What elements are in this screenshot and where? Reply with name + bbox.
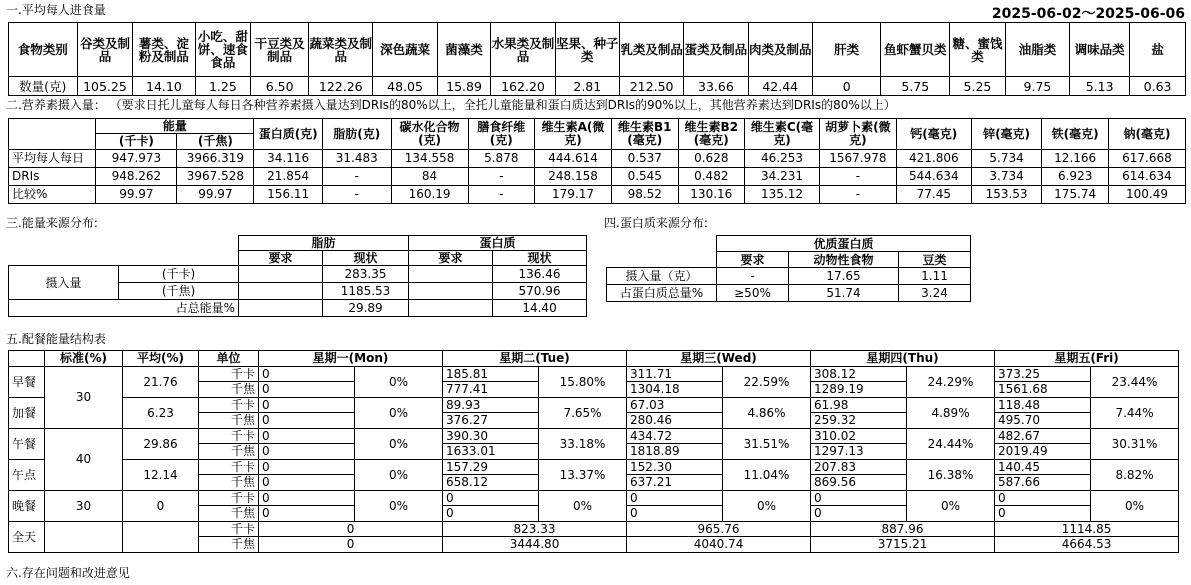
meal-pct-value: 4.86% (723, 398, 811, 429)
nutrient-value: 135.12 (745, 186, 820, 204)
nutrient-value: 34.116 (254, 150, 323, 168)
meal-kcal-value: 0 (627, 491, 723, 506)
protein-source-table (606, 235, 971, 302)
meal-kj-value: 0 (627, 506, 723, 522)
nutrient-col-10: 锌(毫克) (971, 119, 1042, 150)
nutrient-table (8, 118, 1186, 204)
meal-kj-value: 1289.19 (811, 382, 907, 398)
meal-std: 30 (45, 367, 123, 429)
meal-kj-value: 637.21 (627, 475, 723, 491)
day-header-3: 星期四(Thu) (811, 351, 995, 367)
unit-header: 单位 (199, 351, 259, 367)
bean-header: 豆类 (899, 252, 971, 268)
meal-kj-value: 0 (443, 506, 539, 522)
nutrient-value: 544.634 (896, 168, 971, 186)
fat-kj-value: 1185.53 (323, 283, 409, 300)
meal-avg: 6.23 (123, 398, 199, 429)
meal-kj-value: 0 (259, 382, 355, 398)
meal-kcal-value: 0 (443, 491, 539, 506)
nutrient-value: 46.253 (745, 150, 820, 168)
food-value-7: 162.20 (491, 77, 555, 96)
meal-kj-value: 0 (995, 506, 1091, 522)
protein-kj-req (409, 283, 493, 300)
avg-header: 平均(%) (123, 351, 199, 367)
meal-pct-value: 13.37% (539, 460, 627, 491)
nutrient-col-6: 维生素B2(毫克) (678, 119, 745, 150)
nutrient-col-2: 碳水化合物(克) (391, 119, 468, 150)
food-category-4: 蔬菜类及制品 (309, 23, 373, 77)
unit-kcal: 千卡 (199, 522, 259, 537)
meal-pct-value: 0% (355, 429, 443, 460)
total-kcal-value: 1114.85 (995, 522, 1179, 537)
quantity-label: 数量(克) (9, 77, 78, 96)
meal-pct-value: 0% (355, 460, 443, 491)
energy-header: 能量 (96, 119, 254, 134)
meal-std: 40 (45, 429, 123, 491)
meal-kj-value: 0 (259, 506, 355, 522)
protein-pct-req (409, 300, 493, 317)
food-value-3: 6.50 (251, 77, 309, 96)
meal-kj-value: 1561.68 (995, 382, 1091, 398)
meal-kcal-value: 434.72 (627, 429, 723, 444)
total-kj-value: 3715.21 (811, 537, 995, 553)
nutrient-value: 421.806 (896, 150, 971, 168)
meal-kcal-value: 89.93 (443, 398, 539, 413)
meal-avg: 0 (123, 491, 199, 522)
meal-kcal-value: 310.02 (811, 429, 907, 444)
food-category-14: 糖、蜜饯类 (950, 23, 1006, 77)
nutrient-header-row-1 (9, 119, 1186, 134)
std-header: 标准(%) (45, 351, 123, 367)
meal-kcal-value: 482.67 (995, 429, 1091, 444)
meal-kj-value: 0 (259, 413, 355, 429)
meal-pct-value: 0% (1091, 491, 1179, 522)
nutrient-col-8: 胡萝卜素(微克) (819, 119, 896, 150)
nutrient-row-label: 平均每人每日 (9, 150, 96, 168)
protein-intake-req: - (717, 268, 789, 285)
nutrient-value: - (322, 186, 391, 204)
food-intake-table (8, 22, 1186, 96)
meal-pct-value: 0% (907, 491, 995, 522)
intake-label: 摄入量 (9, 266, 119, 300)
meal-name: 加餐 (9, 398, 45, 429)
meal-pct-value: 0% (723, 491, 811, 522)
nutrient-value: 31.483 (322, 150, 391, 168)
nutrient-col-1: 脂肪(克) (322, 119, 391, 150)
meal-pct-value: 22.59% (723, 367, 811, 398)
meal-pct-value: 30.31% (1091, 429, 1179, 460)
unit-kcal: 千卡 (199, 429, 259, 444)
nutrient-value: - (819, 186, 896, 204)
meal-pct-value: 33.18% (539, 429, 627, 460)
nutrient-value: 1567.978 (819, 150, 896, 168)
nutrient-value: 3966.319 (177, 150, 254, 168)
nutrient-value: 12.166 (1042, 150, 1109, 168)
protein-intake-bean: 1.11 (899, 268, 971, 285)
total-std (45, 522, 123, 553)
nutrient-value: 21.854 (254, 168, 323, 186)
nutrient-value: 130.16 (678, 186, 745, 204)
nutrient-value: - (819, 168, 896, 186)
nutrient-value: - (468, 168, 535, 186)
meal-kcal-value: 0 (259, 398, 355, 413)
protein-corner (607, 236, 717, 268)
total-kj-value: 4040.74 (627, 537, 811, 553)
protein-intake-animal: 17.65 (789, 268, 899, 285)
meal-kcal-value: 311.71 (627, 367, 723, 382)
food-category-7: 水果类及制品 (491, 23, 555, 77)
section-3-title: 三.能量来源分布: (6, 216, 98, 230)
food-category-9: 乳类及制品 (619, 23, 683, 77)
food-category-12: 肝类 (812, 23, 881, 77)
meal-kcal-value: 390.30 (443, 429, 539, 444)
unit-kcal: 千卡 (199, 367, 259, 382)
meal-kcal-value: 0 (259, 460, 355, 475)
section-1-title: 一.平均每人进食量 (6, 3, 106, 17)
total-kj-value: 3444.80 (443, 537, 627, 553)
nutrient-col-9: 钙(毫克) (896, 119, 971, 150)
kcal-label: (千卡) (119, 266, 239, 283)
meal-kcal-value: 157.29 (443, 460, 539, 475)
food-category-11: 肉类及制品 (748, 23, 812, 77)
nutrient-col-4: 维生素A(微克) (535, 119, 612, 150)
meal-kcal-value: 0 (259, 429, 355, 444)
meal-kj-value: 2019.49 (995, 444, 1091, 460)
meal-kcal-value: 118.48 (995, 398, 1091, 413)
meal-kj-value: 1297.13 (811, 444, 907, 460)
food-category-15: 油脂类 (1005, 23, 1069, 77)
food-value-13: 5.75 (881, 77, 950, 96)
meal-kj-value: 0 (259, 475, 355, 491)
food-value-16: 5.13 (1070, 77, 1130, 96)
nutrient-value: 5.878 (468, 150, 535, 168)
food-value-4: 122.26 (309, 77, 373, 96)
total-row (9, 522, 1179, 537)
fat-cur-header: 现状 (323, 251, 409, 266)
meal-avg: 21.76 (123, 367, 199, 398)
unit-kcal: 千卡 (199, 460, 259, 475)
meal-energy-table (8, 350, 1179, 553)
nutrient-value: 948.262 (96, 168, 177, 186)
unit-kj: 千焦 (199, 475, 259, 491)
meal-pct-value: 0% (355, 367, 443, 398)
meal-name: 午点 (9, 460, 45, 491)
food-category-16: 调味品类 (1070, 23, 1130, 77)
nutrient-value: 444.614 (535, 150, 612, 168)
nutrient-value: 617.668 (1108, 150, 1185, 168)
nutrient-corner (9, 119, 96, 150)
meal-row (9, 367, 1179, 382)
meal-row (9, 460, 1179, 475)
meal-pct-value: 7.65% (539, 398, 627, 429)
meal-pct-value: 0% (355, 491, 443, 522)
protein-pct-req: ≥50% (717, 285, 789, 302)
meal-kj-value: 0 (259, 444, 355, 460)
food-category-6: 菌藻类 (437, 23, 491, 77)
food-value-12: 0 (812, 77, 881, 96)
protein-pct-value: 14.40 (493, 300, 587, 317)
nutrient-value: 179.17 (535, 186, 612, 204)
nutrient-value: 0.628 (678, 150, 745, 168)
meal-avg: 12.14 (123, 460, 199, 491)
nutrient-col-12: 钠(毫克) (1108, 119, 1185, 150)
nutrient-col-5: 维生素B1(毫克) (612, 119, 679, 150)
meal-row (9, 429, 1179, 444)
protein-pct-label: 占蛋白质总量% (607, 285, 717, 302)
energy-kj-header: (千焦) (177, 134, 254, 150)
nutrient-value: 77.45 (896, 186, 971, 204)
meal-kcal-value: 152.30 (627, 460, 723, 475)
protein-req-header: 要求 (717, 252, 789, 268)
meal-kj-value: 495.70 (995, 413, 1091, 429)
meal-pct-value: 24.29% (907, 367, 995, 398)
food-value-6: 15.89 (437, 77, 491, 96)
food-value-11: 42.44 (748, 77, 812, 96)
meal-row (9, 398, 1179, 413)
meal-kj-value: 1818.89 (627, 444, 723, 460)
food-value-2: 1.25 (195, 77, 251, 96)
meal-kcal-value: 61.98 (811, 398, 907, 413)
food-category-0: 谷类及制品 (77, 23, 133, 77)
meal-kj-value: 587.66 (995, 475, 1091, 491)
nutrient-col-0: 蛋白质(克) (254, 119, 323, 150)
meal-kcal-value: 308.12 (811, 367, 907, 382)
meal-pct-value: 15.80% (539, 367, 627, 398)
day-header-1: 星期二(Tue) (443, 351, 627, 367)
animal-header: 动物性食物 (789, 252, 899, 268)
meal-pct-value: 0% (539, 491, 627, 522)
meal-avg: 29.86 (123, 429, 199, 460)
food-row-header: 食物类别 (9, 23, 78, 77)
meal-kcal-value: 67.03 (627, 398, 723, 413)
food-value-17: 0.63 (1130, 77, 1186, 96)
fat-pct-req (239, 300, 323, 317)
meal-pct-value: 4.89% (907, 398, 995, 429)
food-value-9: 212.50 (619, 77, 683, 96)
meal-pct-value: 11.04% (723, 460, 811, 491)
meal-name: 早餐 (9, 367, 45, 398)
nutrient-value: 3.734 (971, 168, 1042, 186)
nutrient-value: 0.545 (612, 168, 679, 186)
total-kcal-value: 0 (259, 522, 443, 537)
protein-header: 蛋白质 (409, 236, 587, 251)
nutrient-value: 175.74 (1042, 186, 1109, 204)
meal-name: 午餐 (9, 429, 45, 460)
nutrient-value: 134.558 (391, 150, 468, 168)
fat-header: 脂肪 (239, 236, 409, 251)
kj-label: (千焦) (119, 283, 239, 300)
unit-kcal: 千卡 (199, 491, 259, 506)
meal-kj-value: 777.41 (443, 382, 539, 398)
nutrient-value: 34.231 (745, 168, 820, 186)
nutrient-value: 0.482 (678, 168, 745, 186)
nutrient-value: 153.53 (971, 186, 1042, 204)
nutrient-row-dris (9, 168, 1186, 186)
meal-pct-value: 16.38% (907, 460, 995, 491)
food-value-10: 33.66 (684, 77, 748, 96)
food-category-3: 干豆类及制品 (251, 23, 309, 77)
nutrient-value: 99.97 (177, 186, 254, 204)
nutrient-value: 248.158 (535, 168, 612, 186)
nutrient-value: 3967.528 (177, 168, 254, 186)
food-value-15: 9.75 (1005, 77, 1069, 96)
meal-pct-value: 8.82% (1091, 460, 1179, 491)
food-category-8: 坚果、种子类 (555, 23, 619, 77)
meal-kj-value: 0 (811, 506, 907, 522)
fat-req-header: 要求 (239, 251, 323, 266)
unit-kj: 千焦 (199, 413, 259, 429)
unit-kcal: 千卡 (199, 398, 259, 413)
total-kj-value: 0 (259, 537, 443, 553)
unit-kj: 千焦 (199, 444, 259, 460)
nutrient-row-compare (9, 186, 1186, 204)
food-category-10: 蛋类及制品 (684, 23, 748, 77)
nutrient-value: 0.537 (612, 150, 679, 168)
nutrient-value: 98.52 (612, 186, 679, 204)
section-6-title: 六.存在问题和改进意见 (6, 566, 130, 580)
food-value-8: 2.81 (555, 77, 619, 96)
meal-kj-value: 1633.01 (443, 444, 539, 460)
unit-kj: 千焦 (199, 506, 259, 522)
meal-pct-value: 31.51% (723, 429, 811, 460)
meal-name: 晚餐 (9, 491, 45, 522)
meal-kj-value: 280.46 (627, 413, 723, 429)
total-kcal-value: 887.96 (811, 522, 995, 537)
meal-std: 30 (45, 491, 123, 522)
nutrient-value: - (468, 186, 535, 204)
protein-req-header: 要求 (409, 251, 493, 266)
meal-corner (9, 351, 45, 367)
meal-kcal-value: 0 (995, 491, 1091, 506)
nutrient-value: 100.49 (1108, 186, 1185, 204)
meal-pct-value: 24.44% (907, 429, 995, 460)
nutrient-col-3: 膳食纤维(克) (468, 119, 535, 150)
section-4-title: 四.蛋白质来源分布: (604, 216, 708, 230)
meal-kj-value: 376.27 (443, 413, 539, 429)
meal-kcal-value: 0 (259, 491, 355, 506)
unit-kj: 千焦 (199, 537, 259, 553)
fat-kcal-req (239, 266, 323, 283)
total-kcal-value: 823.33 (443, 522, 627, 537)
fat-kcal-value: 283.35 (323, 266, 409, 283)
food-category-1: 薯类、淀粉及制品 (133, 23, 195, 77)
section-2-title: 二.营养素摄入量： （要求日托儿童每人每日各种营养素摄入量达到DRIs的80%以上，全托儿童能量和蛋白质达到DRIs的90%以上，其他营养素达到DRIs的80%以上） (6, 98, 896, 112)
unit-kj: 千焦 (199, 382, 259, 398)
nutrient-row-avg (9, 150, 1186, 168)
protein-pct-animal: 51.74 (789, 285, 899, 302)
nutrient-value: 5.734 (971, 150, 1042, 168)
protein-intake-label: 摄入量（克） (607, 268, 717, 285)
total-kcal-value: 965.76 (627, 522, 811, 537)
nutrient-value: 84 (391, 168, 468, 186)
meal-kj-value: 1304.18 (627, 382, 723, 398)
total-kj-value: 4664.53 (995, 537, 1179, 553)
meal-row (9, 491, 1179, 506)
day-header-4: 星期五(Fri) (995, 351, 1179, 367)
energy-corner (9, 236, 239, 266)
food-category-2: 小吃、甜饼、速食食品 (195, 23, 251, 77)
nutrient-row-label: 比较% (9, 186, 96, 204)
protein-kcal-req (409, 266, 493, 283)
fat-pct-value: 29.89 (323, 300, 409, 317)
meal-pct-value: 7.44% (1091, 398, 1179, 429)
food-header-row (9, 23, 1186, 77)
section-5-title: 五.配餐能量结构表 (6, 332, 106, 346)
day-header-2: 星期三(Wed) (627, 351, 811, 367)
protein-kcal-value: 136.46 (493, 266, 587, 283)
meal-pct-value: 23.44% (1091, 367, 1179, 398)
nutrient-value: 614.634 (1108, 168, 1185, 186)
food-quantity-row (9, 77, 1186, 96)
food-category-17: 盐 (1130, 23, 1186, 77)
meal-kj-value: 869.56 (811, 475, 907, 491)
food-value-1: 14.10 (133, 77, 195, 96)
energy-source-table (8, 235, 587, 317)
nutrient-row-label: DRIs (9, 168, 96, 186)
protein-kj-value: 570.96 (493, 283, 587, 300)
nutrient-col-7: 维生素C(毫克) (745, 119, 820, 150)
total-name: 全天 (9, 522, 45, 553)
meal-kcal-value: 140.45 (995, 460, 1091, 475)
food-category-13: 鱼虾蟹贝类 (881, 23, 950, 77)
food-value-0: 105.25 (77, 77, 133, 96)
meal-header-row (9, 351, 1179, 367)
meal-pct-value: 0% (355, 398, 443, 429)
total-pct-label: 占总能量% (9, 300, 239, 317)
meal-kj-value: 259.32 (811, 413, 907, 429)
meal-kcal-value: 207.83 (811, 460, 907, 475)
total-avg (123, 522, 199, 553)
fat-kj-req (239, 283, 323, 300)
meal-kj-value: 658.12 (443, 475, 539, 491)
nutrient-value: 99.97 (96, 186, 177, 204)
meal-kcal-value: 185.81 (443, 367, 539, 382)
nutrient-value: 947.973 (96, 150, 177, 168)
nutrient-value: 156.11 (254, 186, 323, 204)
food-value-5: 48.05 (373, 77, 437, 96)
date-range: 2025-06-02～2025-06-06 (991, 6, 1185, 22)
protein-cur-header: 现状 (493, 251, 587, 266)
meal-kcal-value: 0 (259, 367, 355, 382)
energy-kcal-header: (千卡) (96, 134, 177, 150)
meal-kcal-value: 373.25 (995, 367, 1091, 382)
day-header-0: 星期一(Mon) (259, 351, 443, 367)
quality-protein-header: 优质蛋白质 (717, 236, 971, 252)
nutrient-value: 160.19 (391, 186, 468, 204)
food-category-5: 深色蔬菜 (373, 23, 437, 77)
protein-pct-bean: 3.24 (899, 285, 971, 302)
nutrient-col-11: 铁(毫克) (1042, 119, 1109, 150)
nutrient-value: 6.923 (1042, 168, 1109, 186)
food-value-14: 5.25 (950, 77, 1006, 96)
nutrient-value: - (322, 168, 391, 186)
meal-kcal-value: 0 (811, 491, 907, 506)
